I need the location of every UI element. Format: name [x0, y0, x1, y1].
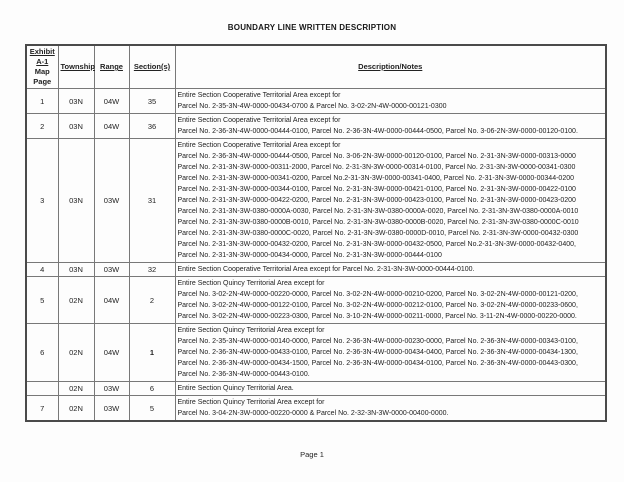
description-line: Entire Section Quincy Territorial Area.: [177, 385, 294, 392]
range-cell: 04W: [94, 324, 129, 382]
sections-cell: 6: [129, 382, 175, 396]
table-row: [26, 382, 606, 396]
header-description: Description/Notes: [175, 45, 606, 89]
description-line: Parcel No. 2-31-3N-3W-0000-00422-0200, Parcel No. 2-31-3N-3W-0000-00423-0100, Parcel No. 2-31-3N-3W-0000-00423-0200: [177, 197, 576, 204]
range-cell: 04W: [94, 89, 129, 114]
township-cell: 02N: [58, 382, 94, 396]
description-cell: [175, 139, 606, 263]
sections-cell: 32: [129, 263, 175, 277]
table-row: [26, 114, 606, 139]
township-cell: 03N: [58, 139, 94, 263]
header-range: Range: [94, 45, 129, 89]
range-cell: 03W: [94, 396, 129, 422]
description-line: Entire Section Cooperative Territorial Area except for Parcel No. 2-31-3N-3W-0000-00444-0100.: [177, 266, 475, 273]
township-cell: 02N: [58, 396, 94, 422]
table-row: [26, 277, 606, 324]
description-line: Parcel No. 2-31-3N-3W-0000-00344-0100, Parcel No. 2-31-3N-3W-0000-00421-0100, Parcel No. 2-31-3N-3W-0000-00422-0100: [177, 186, 576, 193]
description-line: Parcel No. 2-31-3N-3W-0000-00434-0000, Parcel No. 2-31-3N-3W-0000-00444-0100: [177, 252, 442, 259]
description-line: Entire Section Quincy Territorial Area except for: [177, 327, 325, 334]
table-row: [26, 89, 606, 114]
description-line: Parcel No. 2-31-3N-3W-0000-00432-0200, Parcel No. 2-31-3N-3W-0000-00432-0500, Parcel No.2-31-3N-3W-0000-00432-0400,: [177, 241, 576, 248]
table-row: [26, 324, 606, 382]
description-line: Entire Section Cooperative Territorial Area except for: [177, 92, 341, 99]
range-cell: 04W: [94, 114, 129, 139]
page-number: Page 1: [300, 450, 324, 459]
boundary-description-table: [25, 44, 607, 422]
header-map-page: [26, 45, 58, 89]
header-map-page-line1: Exhibit A-1: [29, 47, 55, 66]
map-page-cell: 7: [26, 396, 58, 422]
township-cell: 03N: [58, 263, 94, 277]
map-page-cell: 3: [26, 139, 58, 263]
sections-cell: 31: [129, 139, 175, 263]
description-line: Parcel No. 2-31-3N-3W-0000-00311-2000, Parcel No. 2-31-3N-3W-0000-00314-0100, Parcel No. 2-31-3N-3W-0000-00341-0300: [177, 164, 576, 171]
table-header-row: [26, 45, 606, 89]
description-line: Parcel No. 2-35-3N-4W-0000-00434-0700 & Parcel No. 3-02-2N-4W-0000-00121-0300: [177, 103, 447, 110]
description-cell: [175, 89, 606, 114]
description-line: Entire Section Quincy Territorial Area except for: [177, 399, 325, 406]
description-cell: [175, 263, 606, 277]
sections-cell: 36: [129, 114, 175, 139]
description-cell: [175, 396, 606, 422]
description-line: Parcel No. 2-31-3N-3W-0380-0000C-0020, Parcel No. 2-31-3N-3W-0380-0000D-0010, Parcel No. 2-31-3N-3W-0000-00432-0300: [177, 230, 579, 237]
description-line: Entire Section Cooperative Territorial Area except for: [177, 117, 341, 124]
description-line: Parcel No. 2-31-3N-3W-0380-0000B-0010, Parcel No. 2-31-3N-3W-0380-0000B-0020, Parcel No. 2-31-3N-3W-0380-0000C-0010: [177, 219, 579, 226]
description-line: Entire Section Quincy Territorial Area except for: [177, 280, 325, 287]
sections-cell: 2: [129, 277, 175, 324]
range-cell: 04W: [94, 277, 129, 324]
header-township: Township: [58, 45, 94, 89]
description-line: Parcel No. 2-31-3N-3W-0380-0000A-0030, Parcel No. 2-31-3N-3W-0380-0000A-0020, Parcel No. 2-31-3N-3W-0380-0000A-0010: [177, 208, 579, 215]
header-map-page-line2: Map Page: [33, 67, 52, 86]
map-page-cell: 4: [26, 263, 58, 277]
map-page-cell: 5: [26, 277, 58, 324]
table-row: [26, 139, 606, 263]
township-cell: 02N: [58, 277, 94, 324]
map-page-cell: [26, 382, 58, 396]
description-line: Parcel No. 2-36-3N-4W-0000-00433-0100, Parcel No. 2-36-3N-4W-0000-00434-0400, Parcel No. 2-36-3N-4W-0000-00434-1300,: [177, 349, 578, 356]
description-line: Entire Section Cooperative Territorial Area except for: [177, 142, 341, 149]
map-page-cell: 6: [26, 324, 58, 382]
sections-cell: 35: [129, 89, 175, 114]
description-line: Parcel No. 2-36-3N-4W-0000-00444-0500, Parcel No. 3-06-2N-3W-0000-00120-0100, Parcel No. 2-31-3N-3W-0000-00313-0000: [177, 153, 576, 160]
description-cell: [175, 277, 606, 324]
table-row: [26, 263, 606, 277]
sections-cell: 1: [129, 324, 175, 382]
description-line: Parcel No. 3-02-2N-4W-0000-00122-0100, Parcel No. 3-02-2N-4W-0000-00212-0100, Parcel No. 3-02-2N-4W-0000-00233-0600,: [177, 302, 578, 309]
description-cell: [175, 382, 606, 396]
description-cell: [175, 114, 606, 139]
township-cell: 03N: [58, 89, 94, 114]
table-row: [26, 396, 606, 422]
description-line: Parcel No. 2-36-3N-4W-0000-00443-0100.: [177, 371, 310, 378]
range-cell: 03W: [94, 139, 129, 263]
description-line: Parcel No. 3-04-2N-3W-0000-00220-0000 & Parcel No. 2-32-3N-3W-0000-00400-0000.: [177, 410, 449, 417]
description-cell: [175, 324, 606, 382]
header-sections: Section(s): [129, 45, 175, 89]
range-cell: 03W: [94, 263, 129, 277]
description-line: Parcel No. 2-35-3N-4W-0000-00140-0000, Parcel No. 2-36-3N-4W-0000-00230-0000, Parcel No. 2-36-3N-4W-0000-00343-0100,: [177, 338, 578, 345]
description-line: Parcel No. 2-36-3N-4W-0000-00434-1500, Parcel No. 2-36-3N-4W-0000-00434-0100, Parcel No. 2-36-3N-4W-0000-00443-0300,: [177, 360, 578, 367]
range-cell: 03W: [94, 382, 129, 396]
description-line: Parcel No. 2-31-3N-3W-0000-00341-0200, Parcel No.2-31-3N-3W-0000-00341-0400, Parcel No. 2-31-3N-3W-0000-00344-0200: [177, 175, 574, 182]
township-cell: 03N: [58, 114, 94, 139]
description-line: Parcel No. 2-36-3N-4W-0000-00444-0100, Parcel No. 2-36-3N-4W-0000-00444-0500, Parcel No. 3-06-2N-3W-0000-00120-0100.: [177, 128, 578, 135]
township-cell: 02N: [58, 324, 94, 382]
description-line: Parcel No. 3-02-2N-4W-0000-00223-0300, Parcel No. 3-10-2N-4W-0000-00211-0000, Parcel No. 3-11-2N-4W-0000-00220-0000.: [177, 313, 577, 320]
map-page-cell: 1: [26, 89, 58, 114]
page-title: BOUNDARY LINE WRITTEN DESCRIPTION: [227, 23, 397, 32]
sections-cell: 5: [129, 396, 175, 422]
description-line: Parcel No. 3-02-2N-4W-0000-00220-0000, Parcel No. 3-02-2N-4W-0000-00210-0200, Parcel No. 3-02-2N-4W-0000-00121-0200,: [177, 291, 578, 298]
table-body: [26, 89, 606, 422]
map-page-cell: 2: [26, 114, 58, 139]
